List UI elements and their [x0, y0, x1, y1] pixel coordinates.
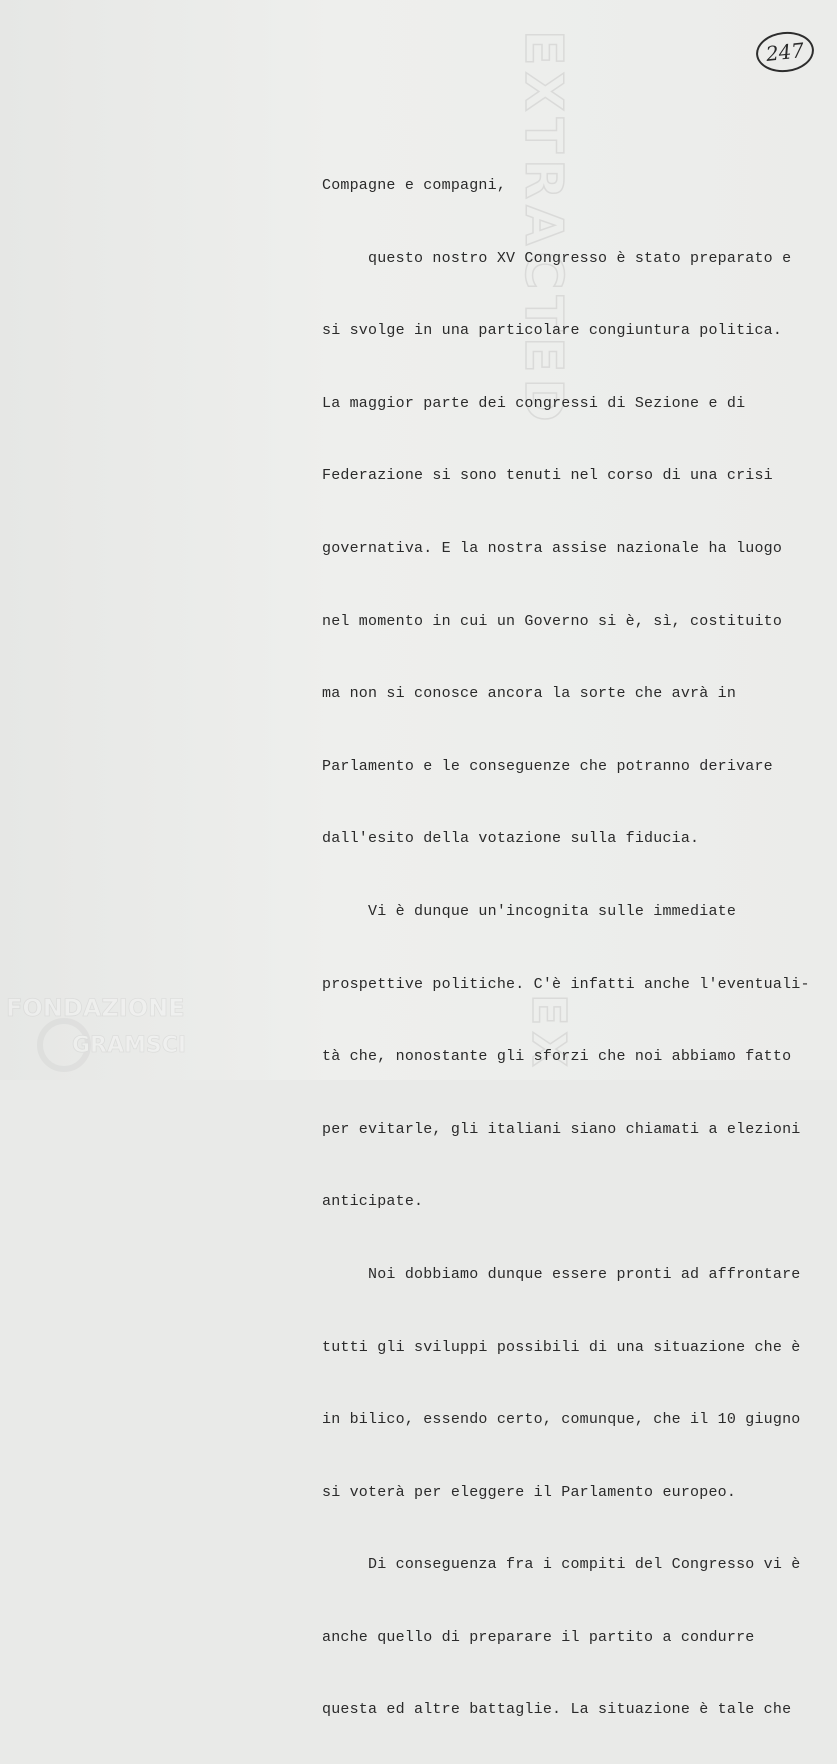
- text-line: si voterà per eleggere il Parlamento europeo.: [322, 1483, 737, 1501]
- text-line: Di conseguenza fra i compiti del Congresso vi è: [322, 1556, 801, 1574]
- text-line: anticipate.: [322, 1193, 424, 1211]
- text-line: Parlamento e le conseguenze che potranno derivare: [322, 757, 773, 775]
- fondazione-gramsci-logo: [0, 990, 220, 1080]
- text-line: nel momento in cui un Governo si è, sì, costituito: [322, 612, 783, 630]
- logo-line1: FONDAZIONE: [6, 994, 185, 1022]
- text-line: questa ed altre battaglie. La situazione è tale che: [322, 1701, 792, 1719]
- stamp-watermark-text: EXTRACTED: [513, 30, 573, 428]
- text-line: prospettive politiche. C'è infatti anche l'eventuali-: [322, 975, 810, 993]
- page-number: 247: [764, 38, 806, 66]
- text-line: per evitarle, gli italiani siano chiamati a elezioni: [322, 1120, 801, 1138]
- text-line: ma non si conosce ancora la sorte che avrà in: [322, 685, 737, 703]
- text-line: dall'esito della votazione sulla fiducia.: [322, 830, 700, 848]
- text-line: Noi dobbiamo dunque essere pronti ad affrontare: [322, 1265, 801, 1283]
- text-line: si svolge in una particolare congiuntura politica.: [322, 322, 783, 340]
- logo-line2: GRAMSCI: [72, 1033, 187, 1058]
- typewritten-text: [322, 133, 837, 1764]
- text-line: governativa. E la nostra assise nazionale ha luogo: [322, 539, 783, 557]
- text-line: Federazione si sono tenuti nel corso di una crisi: [322, 467, 773, 485]
- stamp-watermark-lower-text: EX: [522, 994, 576, 1073]
- text-line: tà che, nonostante gli sforzi che noi abbiamo fatto: [322, 1048, 792, 1066]
- page-number-stamp: [754, 29, 816, 75]
- text-line: questo nostro XV Congresso è stato preparato e: [322, 249, 792, 267]
- text-line: anche quello di preparare il partito a condurre: [322, 1628, 755, 1646]
- text-line: in bilico, essendo certo, comunque, che il 10 giugno: [322, 1411, 801, 1429]
- text-line: Compagne e compagni,: [322, 177, 507, 194]
- text-line: La maggior parte dei congressi di Sezione e di: [322, 394, 746, 412]
- text-line: Vi è dunque un'incognita sulle immediate: [322, 902, 737, 920]
- text-line: tutti gli sviluppi possibili di una situazione che è: [322, 1338, 801, 1356]
